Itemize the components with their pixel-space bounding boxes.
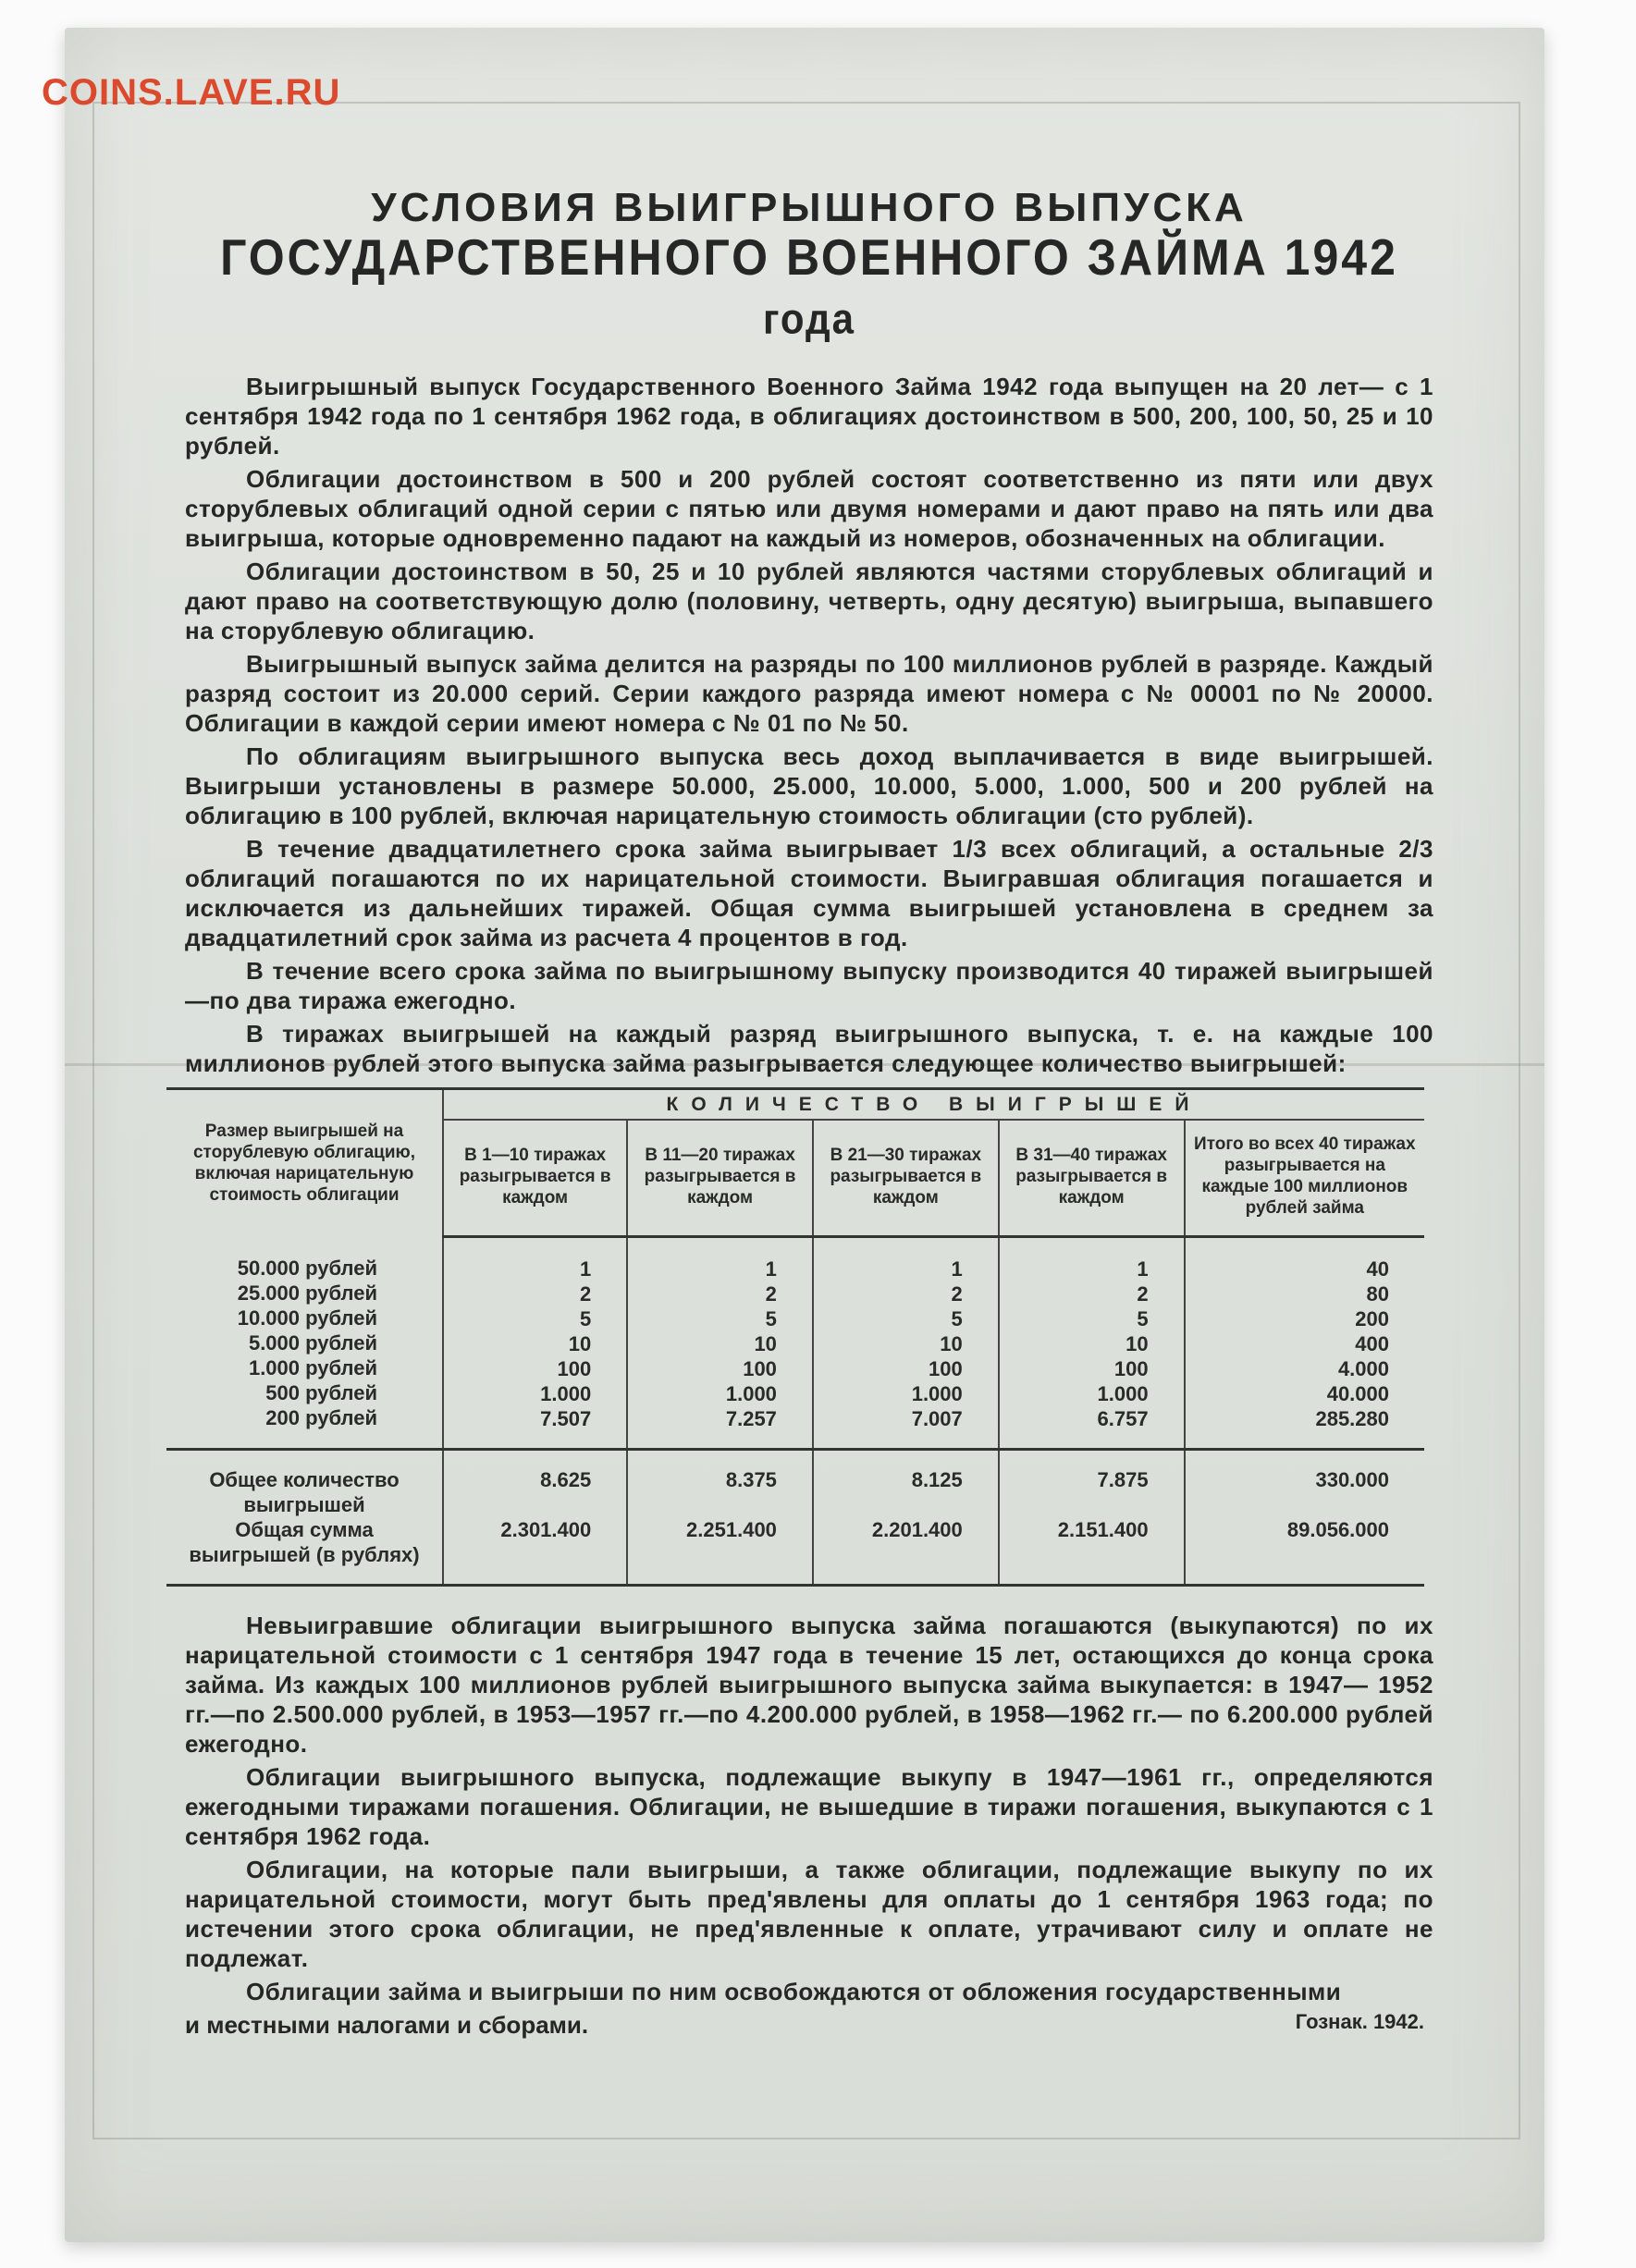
col-header-draws-1-10: В 1—10 тиражах разыгрывается в каждом [443,1120,627,1237]
table-cell: 1 2 5 10 100 1.000 7.507 [443,1237,627,1450]
title-line-1: УСЛОВИЯ ВЫИГРЫШНОГО ВЫПУСКА [371,185,1248,230]
paragraph: Облигации выигрышного выпуска, подлежащие выкупу в 1947—1961 гг., определяются ежегодными тиражами погашения. Облигации, не вышедшие в тиражи погашения, выкупаются с 1 сентября 1962 года. [185,1763,1433,1850]
col-header-draws-11-20: В 11—20 тиражах разыгрывается в каждом [627,1120,813,1237]
paragraph: В течение всего срока займа по выигрышному выпуску производится 40 тиражей выигрышей—по два тиража ежегодно. [185,957,1433,1014]
paragraph: Облигации займа и выигрыши по ним освобождаются от обложения государственными [246,1978,1342,2005]
table-cell: 1 2 5 10 100 1.000 7.007 [813,1237,999,1450]
paragraph: Облигации достоинством в 50, 25 и 10 рублей являются частями сторублевых облигаций и дают право на соответствующую долю (половину, четверть, одну десятую) выигрыша, выпавшего на сторублевую облигацию. [185,558,1433,644]
printer-imprint: Гознак. 1942. [1295,2010,1424,2033]
table-cell: 8.125 2.201.400 [813,1450,999,1586]
watermark-text: COINS.LAVE.RU [42,72,341,113]
title-line-2 [185,227,1433,346]
closing-text: и местными налогами и сборами. [185,2011,589,2039]
paragraph: В течение двадцатилетнего срока займа выигрывает 1/3 всех облигаций, а остальные 2/3 облигаций погашаются по их нарицательной стоимости. Выигравшая облигация погашается и исключается из дальнейших тиражей. Общая сумма выигрышей установлена в среднем за двадцатилетний срок займа из расчета 4 процентов в год. [185,835,1433,951]
table-cell: 8.625 2.301.400 [443,1450,627,1586]
table-cell: 40 80 200 400 4.000 40.000 285.280 [1185,1237,1424,1450]
table-row-totals [166,1450,1424,1586]
paragraph: Выигрышный выпуск займа делится на разряды по 100 миллионов рублей в разряде. Каждый разряд состоит из 20.000 серий. Серии каждого разряда имеют номера с № 00001 по № 20000. Облигации в каждой серии имеют номера с № 01 по № 50. [185,650,1433,737]
paragraph: В тиражах выигрышей на каждый разряд выигрышного выпуска, т. е. на каждые 100 миллионов рублей этого выпуска займа разыгрывается следующее количество выигрышей: [185,1020,1433,1077]
table-row [166,1237,1424,1450]
col-header-draws-31-40: В 31—40 тиражах разыгрывается в каждом [999,1120,1185,1237]
col-header-draws-21-30: В 21—30 тиражах разыгрывается в каждом [813,1120,999,1237]
table-cell: 330.000 89.056.000 [1185,1450,1424,1586]
prize-size-header: Размер выигрышей на сторублевую облигацию, включая нарицательную стоимость облигации [192,1122,416,1206]
prize-table [166,1087,1424,1587]
closing-line [185,2010,1433,2040]
paragraph: Выигрышный выпуск Государственного Военного Займа 1942 года выпущен на 20 лет— с 1 сентября 1942 года по 1 сентября 1962 года, в облигациях достоинством в 500, 200, 100, 50, 25 и 10 рублей. [185,373,1433,460]
document-body [185,185,1433,2040]
col-header-total: Итого во всех 40 тиражах разыгрывается на каждые 100 миллионов рублей займа [1185,1120,1424,1237]
paragraph: Облигации достоинством в 500 и 200 рублей состоят соответственно из пяти или двух сторублевых облигаций одной серии с пятью или двумя номерами и дают право на пять или два выигрыша, которые одновременно падают на каждый из номеров, обозначенных на облигации. [185,465,1433,552]
totals-labels: Общее количество выигрышей Общая сумма выигрышей (в рублях) [166,1450,443,1586]
table-cell: 1 2 5 10 100 1.000 6.757 [999,1237,1185,1450]
prize-size-labels: 50.000 рублей 25.000 рублей 10.000 рублей 5.000 рублей 1.000 рублей 500 рублей 200 рублей [237,1256,377,1429]
paragraph: По облигациям выигрышного выпуска весь доход выплачивается в виде выигрышей. Выигрыши установлены в размере 50.000, 25.000, 10.000, 5.000, 1.000, 500 и 200 рублей на облигацию в 100 рублей, включая нарицательную стоимость облигации (сто рублей). [185,742,1433,829]
table-cell: 7.875 2.151.400 [999,1450,1185,1586]
title-line-2-suffix: года [762,294,856,343]
title-line-2-main: ГОСУДАРСТВЕННОГО ВОЕННОГО ЗАЙМА 1942 [220,228,1398,286]
paragraph: Невыигравшие облигации выигрышного выпуска займа погашаются (выкупаются) по их нарицательной стоимости с 1 сентября 1947 года в течение 15 лет, остающихся до конца срока займа. Из каждых 100 миллионов рублей выигрышного выпуска займа выкупается: в 1947— 1952 гг.—по 2.500.000 рублей, в 1953—1957 гг.—по 4.200.000 рублей, в 1958—1962 гг.— по 6.200.000 рублей ежегодно. [185,1612,1433,1758]
table-cell: 1 2 5 10 100 1.000 7.257 [627,1237,813,1450]
prize-count-group-header: КОЛИЧЕСТВО ВЫИГРЫШЕЙ [443,1089,1424,1121]
paragraph: Облигации, на которые пали выигрыши, а также облигации, подлежащие выкупу по их нарицательной стоимости, могут быть пред'явлены для оплаты до 1 сентября 1963 года; по истечении этого срока облигации, не пред'явленные к оплате, утрачивают силу и оплате не подлежат. [185,1856,1433,1972]
table-cell: 8.375 2.251.400 [627,1450,813,1586]
